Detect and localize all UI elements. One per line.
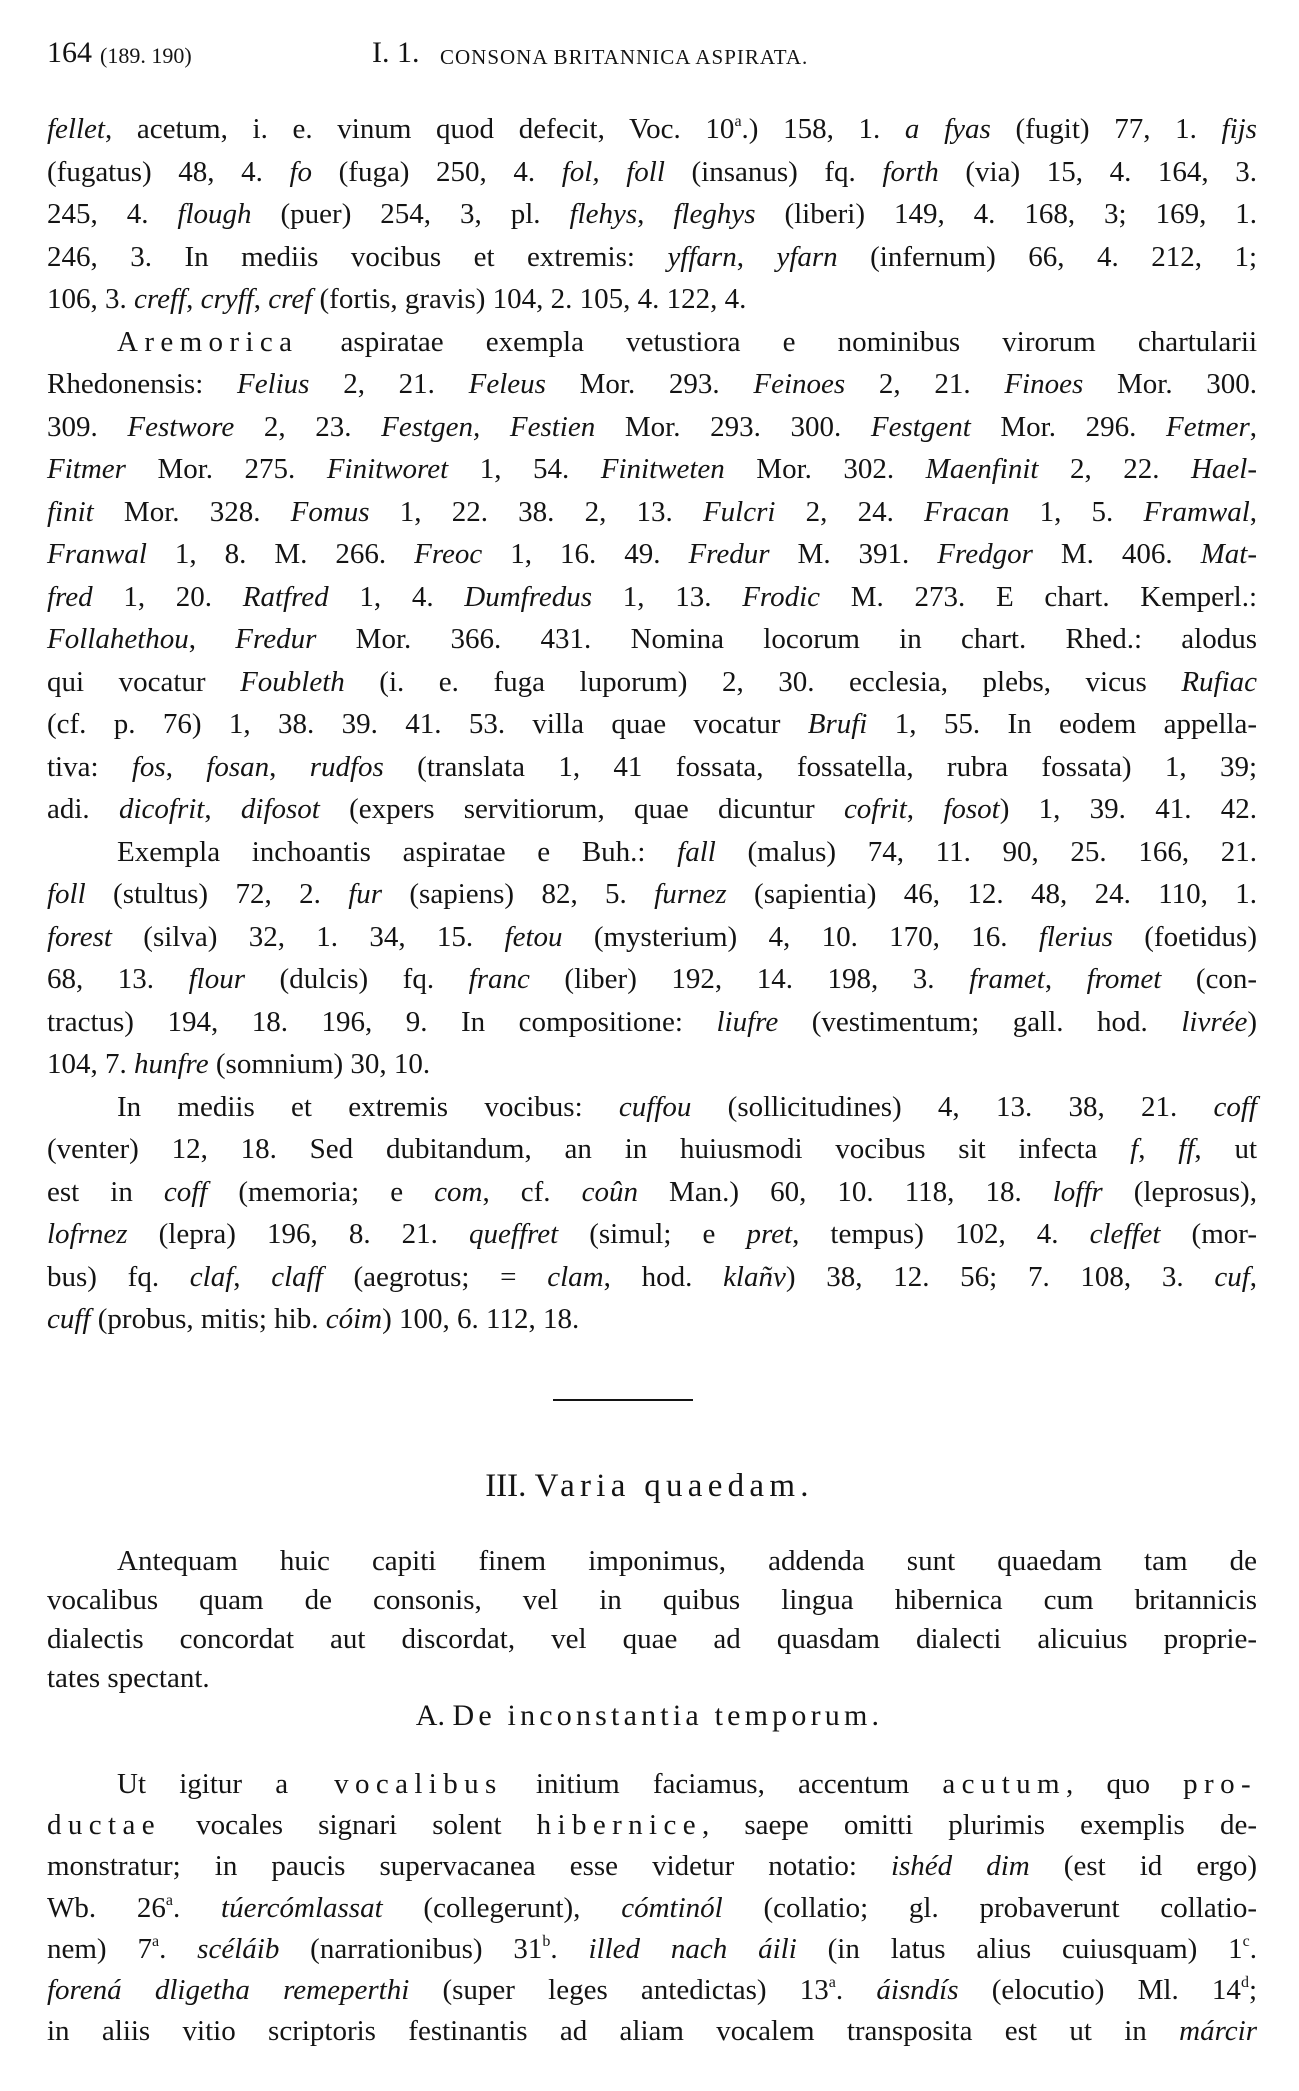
text-run: M. 406. xyxy=(1032,538,1201,570)
text-run: .) 158, 1. xyxy=(741,113,905,145)
text-run: , xyxy=(1249,410,1258,443)
text-run: Mor. 302. xyxy=(724,453,926,485)
text-line xyxy=(47,236,1257,278)
text-run: (somnium) 30, 10. xyxy=(208,1048,431,1080)
text-run: 2, 21. xyxy=(309,368,469,400)
text-line xyxy=(47,1657,1257,1699)
italic-term: fall xyxy=(677,835,716,868)
italic-term: Fredur xyxy=(235,623,317,655)
text-run: adi. xyxy=(47,793,119,825)
text-line xyxy=(47,1618,1257,1660)
text-run: 1, 55. In eodem appella- xyxy=(867,708,1257,740)
spaced-emphasis: acutum xyxy=(942,1768,1066,1800)
text-run: aspiratae exempla vetustiora e nominibus virorum chartularii xyxy=(298,325,1257,358)
text-line xyxy=(47,448,1257,490)
text-run: 1, 4. xyxy=(328,580,465,613)
text-run: , xyxy=(165,750,207,783)
italic-term: coff xyxy=(1213,1090,1257,1123)
text-run: , xyxy=(637,198,674,230)
text-run: vocalibus quam de consonis, vel in quibus lingua hibernica cum britannicis xyxy=(47,1584,1257,1616)
text-run: (malus) 74, 11. 90, 25. 166, 21. xyxy=(715,835,1258,868)
italic-term: livrée xyxy=(1181,1005,1248,1038)
text-run: , hod. xyxy=(603,1260,724,1293)
italic-term: lofrnez xyxy=(47,1218,128,1250)
text-run: 245, 4. xyxy=(47,198,178,230)
superscript: a xyxy=(734,113,742,130)
text-run: (silva) 32, 1. 34, 15. xyxy=(111,920,505,953)
text-run: , xyxy=(204,793,241,825)
italic-term: illed nach áili xyxy=(588,1932,797,1965)
spaced-emphasis: Aremorica xyxy=(117,325,299,358)
text-run: (elocutio) Ml. 14 xyxy=(958,1974,1241,2006)
italic-term: com xyxy=(434,1175,483,1208)
italic-term: ff xyxy=(1178,1133,1195,1165)
italic-term: f xyxy=(1130,1133,1139,1165)
text-line xyxy=(47,151,1257,193)
italic-term: cuffou xyxy=(618,1090,692,1123)
text-line xyxy=(47,788,1257,830)
text-run: , xyxy=(1138,1133,1179,1165)
text-run: Antequam huic capiti finem imponimus, addenda sunt quaedam tam de xyxy=(117,1545,1257,1577)
text-run: 1, 22. 38. 2, 13. xyxy=(369,495,703,528)
italic-term: claf xyxy=(189,1260,234,1293)
italic-term: Dumfredus xyxy=(464,580,593,613)
text-run: (expers servitiorum, quae dicuntur xyxy=(319,793,844,825)
text-line xyxy=(47,958,1257,1000)
text-run: 1, 54. xyxy=(448,453,601,485)
text-run: Mor. 296. xyxy=(970,410,1167,443)
italic-term: fos xyxy=(131,750,166,783)
text-run: 2, 22. xyxy=(1038,453,1191,485)
italic-term: scéláib xyxy=(197,1932,280,1965)
text-run: . xyxy=(835,1974,877,2006)
text-run: (via) 15, 4. 164, 3. xyxy=(938,155,1257,188)
text-run: (aegrotus; = xyxy=(322,1260,548,1293)
text-run: , tempus) 102, 4. xyxy=(792,1218,1090,1250)
text-run: (insanus) fq. xyxy=(664,155,883,188)
italic-term: Finitweten xyxy=(600,453,725,485)
italic-term: cofrit xyxy=(843,793,907,825)
italic-term: Festwore xyxy=(127,410,235,443)
text-run: Mor. 366. 431. Nomina locorum in chart. Rhed.: alodus xyxy=(316,623,1258,655)
text-line xyxy=(117,321,1257,363)
italic-term: Festgen, Festien xyxy=(381,410,596,443)
italic-term: finit xyxy=(47,495,94,528)
text-line xyxy=(47,1213,1257,1255)
text-run: (infernum) 66, 4. 212, 1; xyxy=(837,240,1258,273)
italic-term: Finitworet xyxy=(326,453,449,485)
text-run: , xyxy=(253,283,269,315)
text-run: Mor. 293. xyxy=(545,368,754,400)
text-run: (translata 1, 41 fossata, fossatella, rubra fossata) 1, 39; xyxy=(383,750,1258,783)
italic-term: Maenfinit xyxy=(925,453,1039,485)
text-run: (sapientia) 46, 12. 48, 24. 110, 1. xyxy=(726,878,1258,910)
text-run: monstratur; in paucis supervacanea esse videtur notatio: xyxy=(47,1850,891,1883)
italic-term: foll xyxy=(47,878,86,910)
italic-term: Ratfred xyxy=(242,580,329,613)
subsection-heading xyxy=(0,1699,1299,1733)
italic-term: klañv xyxy=(723,1260,786,1293)
italic-term: Feleus xyxy=(468,368,546,400)
running-title: CONSONA BRITANNICA ASPIRATA. xyxy=(440,45,809,69)
italic-term: loffr xyxy=(1052,1175,1103,1208)
text-run: Wb. 26 xyxy=(47,1891,166,1924)
text-run: In mediis et extremis vocibus: xyxy=(117,1090,619,1123)
text-run: (liber) 192, 14. 198, 3. xyxy=(529,963,970,995)
italic-term: flehys xyxy=(569,198,638,230)
text-run: (probus, mitis; hib. xyxy=(90,1303,326,1335)
text-run: Rhedonensis: xyxy=(47,368,237,400)
text-run: (cf. p. 76) 1, 38. 39. 41. 53. villa quae vocatur xyxy=(47,708,808,740)
italic-term: flough xyxy=(177,198,252,230)
italic-term: cref xyxy=(268,283,313,315)
italic-term: fo xyxy=(289,155,313,188)
italic-term: fleghys xyxy=(673,198,756,230)
text-line xyxy=(47,873,1257,915)
italic-term: forth xyxy=(882,155,939,188)
italic-term: cómtinól xyxy=(621,1891,723,1924)
italic-term: dicofrit xyxy=(118,793,205,825)
text-run: (fugit) 77, 1. xyxy=(990,113,1222,145)
italic-term: fol, foll xyxy=(561,155,665,188)
italic-term: fromet xyxy=(1086,963,1162,995)
text-run: (stultus) 72, 2. xyxy=(85,878,349,910)
text-run: (puer) 254, 3, pl. xyxy=(251,198,570,230)
text-run: M. 391. xyxy=(769,538,938,570)
italic-term: coûn xyxy=(581,1175,638,1208)
text-run: (mor- xyxy=(1160,1218,1258,1250)
italic-term: fellet xyxy=(47,113,105,145)
spaced-emphasis: pro- xyxy=(1183,1768,1258,1800)
text-run: 1, 5. xyxy=(1009,495,1144,528)
text-run: est in xyxy=(47,1175,164,1208)
text-run: (liberi) 149, 4. 168, 3; 169, 1. xyxy=(755,198,1258,230)
text-run: . xyxy=(1249,1932,1257,1965)
italic-term: Fitmer xyxy=(47,453,126,485)
italic-term: difosot xyxy=(240,793,320,825)
text-run: (in latus alius cuiusquam) 1 xyxy=(796,1932,1243,1965)
text-run: 104, 7. xyxy=(47,1048,134,1080)
spaced-emphasis: hibernice xyxy=(536,1809,702,1842)
italic-term: Follahethou xyxy=(47,623,189,655)
text-run: Mor. 275. xyxy=(125,453,327,485)
text-line xyxy=(47,1001,1257,1043)
text-run: 2, 21. xyxy=(845,368,1005,400)
text-run: , cf. xyxy=(482,1175,582,1208)
italic-term: áisndís xyxy=(876,1974,959,2006)
text-line xyxy=(47,1171,1257,1213)
italic-term: framet xyxy=(969,963,1045,995)
text-run: (memoria; e xyxy=(207,1175,435,1208)
text-run: ) 100, 6. 112, 18. xyxy=(382,1303,580,1335)
italic-term: fur xyxy=(348,878,383,910)
page-number: 164 xyxy=(47,36,92,69)
italic-term: forená dligetha remeperthi xyxy=(47,1974,410,2006)
text-run: , xyxy=(188,623,236,655)
italic-term: Fulcri xyxy=(702,495,776,528)
italic-term: flour xyxy=(188,963,245,995)
text-run: , xyxy=(1044,963,1087,995)
text-line xyxy=(117,1763,1257,1805)
text-run: dialectis concordat aut discordat, vel quae ad quasdam dialecti alicuius proprie- xyxy=(47,1623,1257,1655)
text-run: (foetidus) xyxy=(1112,920,1258,953)
spaced-emphasis: a vocalibus xyxy=(275,1768,503,1800)
text-run: , xyxy=(186,283,201,315)
text-run: , xyxy=(906,793,944,825)
text-run: . xyxy=(550,1932,589,1965)
text-run: 1, 20. xyxy=(92,580,243,613)
text-line xyxy=(47,108,1257,150)
text-line xyxy=(47,406,1257,448)
chapter-title: Varia quaedam. xyxy=(534,1468,814,1504)
text-run: initium faciamus, accentum xyxy=(502,1768,943,1800)
italic-term: fosan xyxy=(206,750,270,783)
text-line xyxy=(47,1969,1257,2011)
text-run: (i. e. fuga luporum) 2, 30. ecclesia, plebs, vicus xyxy=(344,665,1182,698)
italic-term: Brufi xyxy=(807,708,868,740)
italic-term: creff xyxy=(134,283,187,315)
text-line xyxy=(117,1540,1257,1582)
text-run: (fugatus) 48, 4. xyxy=(47,155,290,188)
text-line xyxy=(47,1298,1257,1340)
text-run: , ut xyxy=(1194,1133,1258,1165)
italic-term: Framwal xyxy=(1143,495,1250,528)
text-line xyxy=(47,703,1257,745)
text-run: . xyxy=(173,1891,222,1924)
text-run: Man.) 60, 10. 118, 18. xyxy=(637,1175,1053,1208)
italic-term: Foubleth xyxy=(240,665,345,698)
text-run: 1, 13. xyxy=(592,580,743,613)
text-line xyxy=(47,2010,1257,2052)
italic-term: túercómlassat xyxy=(221,1891,383,1924)
italic-term: Franwal xyxy=(47,538,147,570)
text-run: (lepra) 196, 8. 21. xyxy=(127,1218,470,1250)
text-run: (leprosus), xyxy=(1102,1175,1257,1208)
text-run: Mor. 293. 300. xyxy=(595,410,871,443)
italic-term: Hael- xyxy=(1190,453,1258,485)
italic-term: Fomus xyxy=(290,495,370,528)
superscript: d xyxy=(1240,1974,1249,1991)
italic-term: Freoc xyxy=(414,538,483,570)
italic-term: Rufiac xyxy=(1181,665,1258,698)
italic-term: Fredgor xyxy=(937,538,1033,570)
italic-term: furnez xyxy=(654,878,727,910)
text-line xyxy=(117,831,1257,873)
text-run: Mor. 328. xyxy=(93,495,291,528)
superscript: a xyxy=(165,1891,173,1909)
text-run: Exempla inchoantis aspiratae e Buh.: xyxy=(117,835,678,868)
text-run: 68, 13. xyxy=(47,963,189,995)
italic-term: ishéd dim xyxy=(890,1850,1030,1883)
text-run: (venter) 12, 18. Sed dubitandum, an in huiusmodi vocibus sit infecta xyxy=(47,1133,1131,1165)
text-line xyxy=(47,533,1257,575)
text-run: (con- xyxy=(1161,963,1257,995)
italic-term: yfarn xyxy=(776,240,838,273)
superscript: c xyxy=(1242,1932,1250,1950)
text-run: (sollicitudines) 4, 13. 38, 21. xyxy=(691,1090,1214,1123)
text-run: (mysterium) 4, 10. 170, 16. xyxy=(562,920,1039,953)
italic-term: Fredur xyxy=(688,538,770,570)
italic-term: coff xyxy=(163,1175,208,1208)
text-run: ) 38, 12. 56; 7. 108, 3. xyxy=(785,1260,1215,1293)
italic-term: Festgent xyxy=(870,410,971,443)
text-line xyxy=(47,491,1257,533)
text-run: 1, 16. 49. xyxy=(482,538,689,570)
text-run: (collegerunt), xyxy=(382,1891,622,1924)
text-run: ) xyxy=(1247,1005,1258,1038)
italic-term: Fracan xyxy=(924,495,1010,528)
original-page-numbers: (189. 190) xyxy=(100,43,192,68)
text-run: Mor. 300. xyxy=(1083,368,1258,400)
text-run: tates spectant. xyxy=(47,1662,210,1694)
text-run: tiva: xyxy=(47,750,132,783)
text-line xyxy=(117,1086,1257,1128)
text-run: 2, 23. xyxy=(234,410,382,443)
italic-term: Finoes xyxy=(1004,368,1084,400)
italic-term: cuf xyxy=(1214,1260,1250,1293)
superscript: a xyxy=(151,1932,160,1950)
text-run: (fortis, gravis) 104, 2. 105, 4. 122, 4. xyxy=(312,283,747,315)
italic-term: flerius xyxy=(1038,920,1113,953)
text-line xyxy=(47,278,1257,320)
text-run: ) 1, 39. 41. 42. xyxy=(999,793,1257,825)
italic-term: hunfre xyxy=(134,1048,209,1080)
subsection-title: De inconstantia temporum. xyxy=(452,1699,884,1732)
text-run: in aliis vitio scriptoris festinantis ad aliam vocalem transposita est ut in xyxy=(47,2015,1180,2048)
italic-term: Frodic xyxy=(742,580,821,613)
italic-term: Fetmer xyxy=(1166,410,1250,443)
text-line xyxy=(47,193,1257,235)
text-line xyxy=(47,1887,1257,1929)
section-divider xyxy=(553,1399,693,1401)
section-number: I. 1. xyxy=(372,36,420,69)
text-run: . xyxy=(159,1932,198,1965)
text-run: , acetum, i. e. vinum quod defecit, Voc. 10 xyxy=(104,113,735,145)
text-run: , xyxy=(736,240,777,273)
text-run: 309. xyxy=(47,410,128,443)
text-run: tractus) 194, 18. 196, 9. In compositione: xyxy=(47,1005,717,1038)
text-run: 1, 8. M. 266. xyxy=(146,538,415,570)
italic-term: cleffet xyxy=(1089,1218,1161,1250)
text-run: , xyxy=(233,1260,272,1293)
text-run: M. 273. E chart. Kemperl.: xyxy=(820,580,1258,613)
text-run: , xyxy=(1249,1260,1258,1293)
chapter-number: III. xyxy=(485,1468,527,1504)
text-run: , xyxy=(1249,495,1258,528)
italic-term: forest xyxy=(47,920,112,953)
chapter-heading xyxy=(0,1468,1299,1505)
text-run: (simul; e xyxy=(558,1218,747,1250)
superscript: a xyxy=(828,1974,836,1991)
italic-term: claff xyxy=(271,1260,323,1293)
italic-term: cóim xyxy=(325,1303,383,1335)
text-line xyxy=(47,1845,1257,1887)
text-run: 2, 24. xyxy=(775,495,925,528)
italic-term: márcir xyxy=(1179,2015,1257,2048)
text-run: , xyxy=(269,750,310,783)
italic-term: Mat- xyxy=(1200,538,1257,570)
text-line xyxy=(47,661,1257,703)
spaced-emphasis: ductae xyxy=(47,1809,161,1842)
text-line xyxy=(47,1128,1257,1170)
italic-term: cuff xyxy=(47,1303,91,1335)
text-run: , saepe omitti plurimis exemplis de- xyxy=(701,1809,1257,1842)
italic-term: franc xyxy=(468,963,530,995)
text-run: ; xyxy=(1248,1974,1257,2006)
text-run: bus) fq. xyxy=(47,1260,190,1293)
superscript: b xyxy=(542,1932,551,1950)
text-line xyxy=(47,618,1257,660)
italic-term: a fyas xyxy=(904,113,991,145)
text-line xyxy=(47,916,1257,958)
text-line xyxy=(47,576,1257,618)
text-run: (fuga) 250, 4. xyxy=(312,155,562,188)
italic-term: clam xyxy=(547,1260,604,1293)
text-run: vocales signari solent xyxy=(160,1809,537,1842)
text-run: (est id ergo) xyxy=(1029,1850,1258,1883)
text-run: 106, 3. xyxy=(47,283,134,315)
italic-term: fred xyxy=(47,580,93,613)
italic-term: yffarn xyxy=(667,240,737,273)
text-run: , quo xyxy=(1065,1768,1184,1800)
text-run: 246, 3. In mediis vocibus et extremis: xyxy=(47,240,668,273)
text-line xyxy=(47,1804,1257,1846)
text-run: (vestimentum; gall. hod. xyxy=(778,1005,1182,1038)
italic-term: pret xyxy=(746,1218,793,1250)
text-line xyxy=(47,363,1257,405)
text-run: (sapiens) 82, 5. xyxy=(382,878,655,910)
text-run: qui vocatur xyxy=(47,665,241,698)
text-run: Ut igitur xyxy=(117,1768,276,1800)
italic-term: cryff xyxy=(200,283,254,315)
italic-term: liufre xyxy=(716,1005,779,1038)
text-line xyxy=(47,1928,1257,1970)
text-run: (super leges antedictas) 13 xyxy=(409,1974,829,2006)
text-run: (narrationibus) 31 xyxy=(279,1932,543,1965)
text-line xyxy=(47,1256,1257,1298)
text-run: (collatio; gl. probaverunt collatio- xyxy=(722,1891,1257,1924)
italic-term: fetou xyxy=(504,920,563,953)
text-run: (dulcis) fq. xyxy=(245,963,469,995)
text-run: nem) 7 xyxy=(47,1932,152,1965)
subsection-letter: A. xyxy=(415,1699,445,1732)
italic-term: fijs xyxy=(1221,113,1257,145)
italic-term: rudfos xyxy=(309,750,384,783)
italic-term: queffret xyxy=(469,1218,559,1250)
text-line xyxy=(47,1043,1257,1085)
italic-term: Felius xyxy=(236,368,310,400)
italic-term: fosot xyxy=(943,793,1000,825)
text-line xyxy=(47,746,1257,788)
italic-term: Feinoes xyxy=(753,368,846,400)
text-line xyxy=(47,1579,1257,1621)
